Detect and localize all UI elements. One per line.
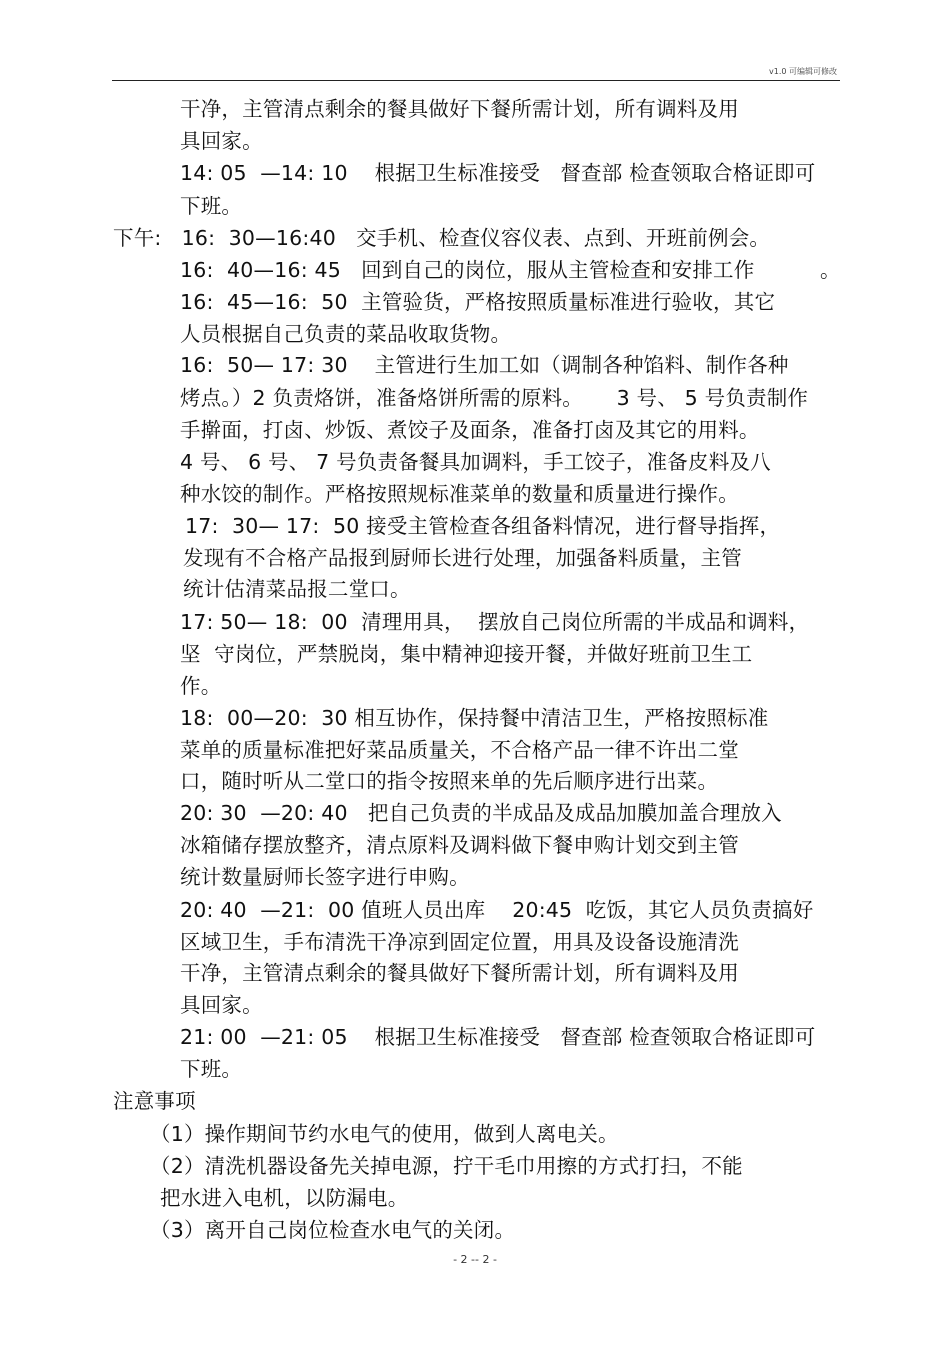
text-line: 具回家。: [180, 129, 263, 153]
text-line: 干净，主管清点剩余的餐具做好下餐所需计划，所有调料及用: [180, 97, 739, 121]
text-line: 14: 05 —14: 10 根据卫生标准接受 督查部 检查领取合格证即可: [180, 161, 816, 185]
text-line: 发现有不合格产品报到厨师长进行处理，加强备料质量，主管: [183, 546, 742, 570]
text-line: 20: 40 —21: 00 值班人员出库 20:45 吃饭，其它人员负责搞好: [180, 898, 814, 922]
text-line: 口，随时听从二堂口的指令按照来单的先后顺序进行出菜。: [180, 769, 719, 793]
text-line: 种水饺的制作。严格按照规标准菜单的数量和质量进行操作。: [180, 482, 739, 506]
text-line: 菜单的质量标准把好菜品质量关，不合格产品一律不许出二堂: [180, 738, 739, 762]
text-line: 下班。: [180, 194, 243, 218]
text-line: 把水进入电机，以防漏电。: [160, 1186, 409, 1210]
text-line: 17: 30— 17: 50 接受主管检查各组备料情况，进行督导指挥，: [185, 514, 781, 538]
text-line: 冰箱储存摆放整齐，清点原料及调料做下餐申购计划交到主管: [180, 833, 739, 857]
text-line: 人员根据自己负责的菜品收取货物。: [180, 322, 512, 346]
text-line: 干净，主管清点剩余的餐具做好下餐所需计划，所有调料及用: [180, 961, 739, 985]
text-line: 16: 45—16: 50 主管验货，严格按照质量标准进行验收，其它: [180, 290, 776, 314]
header-version-text: v1.0 可编辑可修改: [769, 67, 837, 76]
section-heading: 注意事项: [113, 1089, 196, 1113]
text-line: 手擀面，打卤、炒饭、煮饺子及面条，准备打卤及其它的用料。: [180, 418, 760, 442]
text-line: 下班。: [180, 1057, 243, 1081]
text-line: 21: 00 —21: 05 根据卫生标准接受 督查部 检查领取合格证即可: [180, 1025, 816, 1049]
header-rule: [112, 80, 840, 81]
text-line: （2）清洗机器设备先关掉电源，拧干毛巾用擦的方式打扫，不能: [150, 1154, 743, 1178]
text-line: （1）操作期间节约水电气的使用，做到人离电关。: [150, 1122, 619, 1146]
text-line: 烤点。）2 负责烙饼，准备烙饼所需的原料。 3 号、 5 号负责制作: [180, 386, 809, 410]
text-line: 下午: 16: 30—16:40 交手机、检查仪容仪表、点到、开班前例会。: [113, 226, 771, 250]
text-line: 作。: [180, 674, 222, 698]
text-line: 17: 50— 18: 00 清理用具， 摆放自己岗位所需的半成品和调料，: [180, 610, 810, 634]
text-line: 4 号、 6 号、 7 号负责备餐具加调料，手工饺子，准备皮料及八: [180, 450, 771, 474]
page-number: - 2 -- 2 -: [453, 1253, 497, 1266]
text-line: 18: 00—20: 30 相互协作，保持餐中清洁卫生，严格按照标准: [180, 706, 769, 730]
text-line: 20: 30 —20: 40 把自己负责的半成品及成品加膜加盖合理放入: [180, 801, 782, 825]
text-line: 16: 50— 17: 30 主管进行生加工如（调制各种馅料、制作各种: [180, 353, 789, 377]
text-line: 具回家。: [180, 993, 263, 1017]
text-line: 16: 40—16: 45 回到自己的岗位，服从主管检查和安排工作: [180, 258, 755, 282]
text-line: 统计估清菜品报二堂口。: [183, 577, 411, 601]
text-line: 。: [820, 258, 841, 282]
text-line: 坚 守岗位，严禁脱岗，集中精神迎接开餐，并做好班前卫生工: [180, 642, 753, 666]
text-line: 区域卫生，手布清洗干净凉到固定位置，用具及设备设施清洗: [180, 930, 739, 954]
text-line: （3）离开自己岗位检查水电气的关闭。: [150, 1218, 516, 1242]
text-line: 统计数量厨师长签字进行申购。: [180, 865, 470, 889]
